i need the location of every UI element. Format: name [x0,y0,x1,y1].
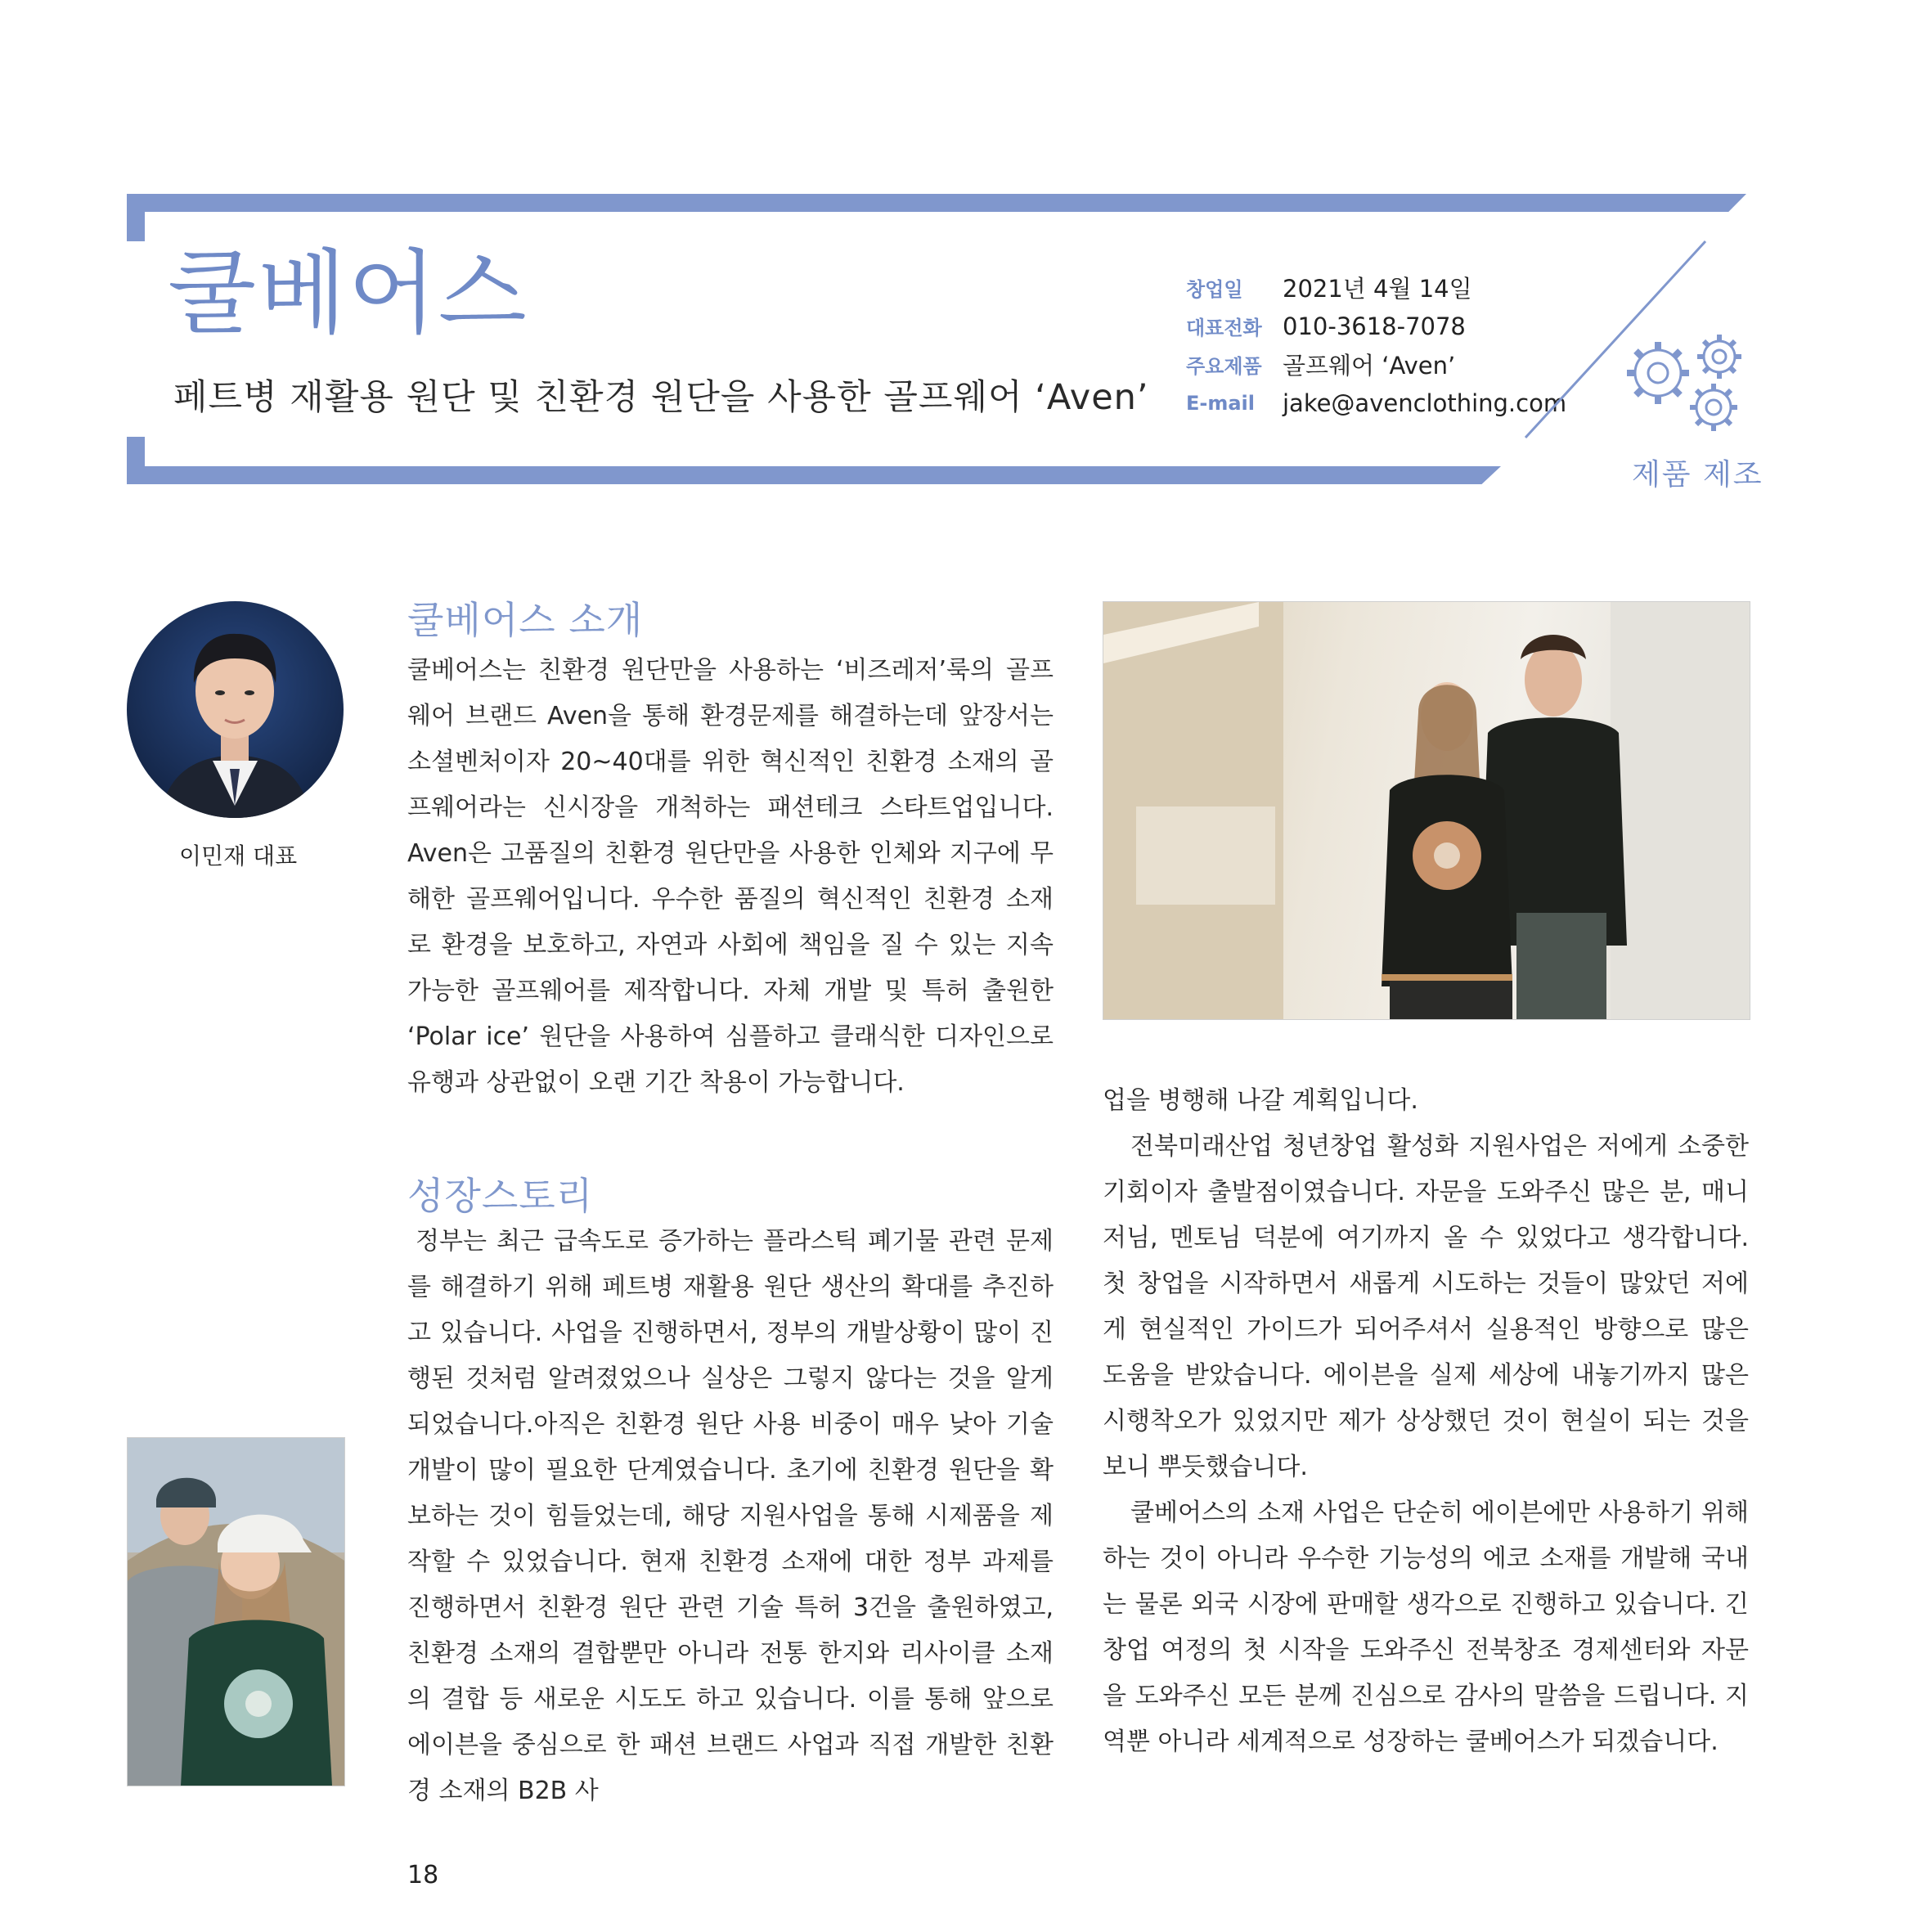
category-label: 제품 제조 [1632,458,1764,492]
story-column-2 [1103,1078,1749,1765]
info-row-product [1186,345,1566,384]
info-row-phone [1186,307,1566,345]
story-paragraph-1: 정부는 최근 급속도로 증가하는 플라스틱 폐기물 관련 문제를 해결하기 위해 페트병 재활용 원단 생산의 확대를 추진하고 있습니다. 사업을 진행하면서, 정부의 개발상황이 많이 진행된 것처럼 알려졌었으나 실상은 그렇지 않다는 것을 알게 되었습니다.아직은 친환경 원단 사용 비중이 매우 낮아 기술 개발이 많이 필요한 단계였습니다. 초기에 친환경 원단을 확보하는 것이 힘들었는데, 해당 지원사업을 통해 시제품을 제작할 수 있었습니다. 현재 친환경 소재에 대한 정부 과제를 진행하면서 친환경 원단 관련 기술 특허 3건을 출원하였고, 친환경 소재의 결합뿐만 아니라 전통 한지와 리사이클 소재의 결합 등 새로운 시도도 하고 있습니다. 이를 통해 앞으로 에이븐을 중심으로 한 패션 브랜드 사업과 직접 개발한 친환경 소재의 B2B 사 [407,1227,1054,1805]
info-label: 주요제품 [1186,355,1262,378]
ceo-photo [127,601,344,818]
header-frame-top [127,194,1746,212]
product-photo [1103,601,1750,1020]
info-value: 2021년 4월 14일 [1283,275,1472,303]
company-subtitle: 페트병 재활용 원단 및 친환경 원단을 사용한 골프웨어 ‘Aven’ [173,377,1149,418]
info-value: 골프웨어 ‘Aven’ [1283,352,1456,380]
company-name: 쿨베어스 [168,240,528,347]
info-label: E-mail [1186,391,1256,415]
info-value: 010-3618-7078 [1283,312,1466,340]
story-paragraph-2: 전북미래산업 청년창업 활성화 지원사업은 저에게 소중한 기회이자 출발점이였습니다. 자문을 도와주신 많은 분, 매니저님, 멘토님 덕분에 여기까지 올 수 있었다고 생각합니다. 첫 창업을 시작하면서 새롭게 시도하는 것들이 많았던 저에게 현실적인 가이드가 되어주셔서 실용적인 방향으로 많은 도움을 받았습니다. 에이븐을 실제 세상에 내놓기까지 많은 시행착오가 있었지만 제가 상상했던 것이 현실이 되는 것을 보니 뿌듯했습니다. [1103,1132,1749,1481]
story-column-1 [407,1219,1054,1814]
small-product-photo [127,1437,345,1786]
info-row-founded [1186,268,1566,307]
intro-heading: 쿨베어스 소개 [407,598,644,642]
info-value: jake@avenclothing.com [1283,389,1567,417]
ceo-caption: 이민재 대표 [179,842,298,869]
info-label: 대표전화 [1186,317,1262,339]
gears-icon [1615,326,1755,440]
info-row-email [1186,384,1566,422]
info-label: 창업일 [1186,278,1243,301]
company-info [1186,268,1566,422]
story-paragraph-3: 쿨베어스의 소재 사업은 단순히 에이븐에만 사용하기 위해 하는 것이 아니라 우수한 기능성의 에코 소재를 개발해 국내는 물론 외국 시장에 판매할 생각으로 진행하고 있습니다. 긴 창업 여정의 첫 시작을 도와주신 전북창조 경제센터와 자문을 도와주신 모든 분께 진심으로 감사의 말씀을 드립니다. 지역뿐 아니라 세계적으로 성장하는 쿨베어스가 되겠습니다. [1103,1498,1749,1756]
intro-paragraph: 쿨베어스는 친환경 원단만을 사용하는 ‘비즈레저’룩의 골프웨어 브랜드 Aven을 통해 환경문제를 해결하는데 앞장서는 소셜벤처이자 20~40대를 위한 혁신적인 친환경 소재의 골프웨어라는 신시장을 개척하는 패션테크 스타트업입니다. Aven은 고품질의 친환경 원단만을 사용한 인체와 지구에 무해한 골프웨어입니다. 우수한 품질의 혁신적인 친환경 소재로 환경을 보호하고, 자연과 사회에 책임을 질 수 있는 지속가능한 골프웨어를 제작합니다. 자체 개발 및 특허 출원한 ‘Polar ice’ 원단을 사용하여 심플하고 클래식한 디자인으로 유행과 상관없이 오랜 기간 착용이 가능합니다. [407,656,1054,1097]
story-paragraph-1-cont: 업을 병행해 나갈 계획입니다. [1103,1086,1418,1115]
intro-body [407,648,1054,1106]
header-frame-left-top [127,194,145,241]
header-frame-bottom [127,466,1501,484]
story-heading: 성장스토리 [407,1174,594,1218]
page-number: 18 [407,1861,439,1889]
